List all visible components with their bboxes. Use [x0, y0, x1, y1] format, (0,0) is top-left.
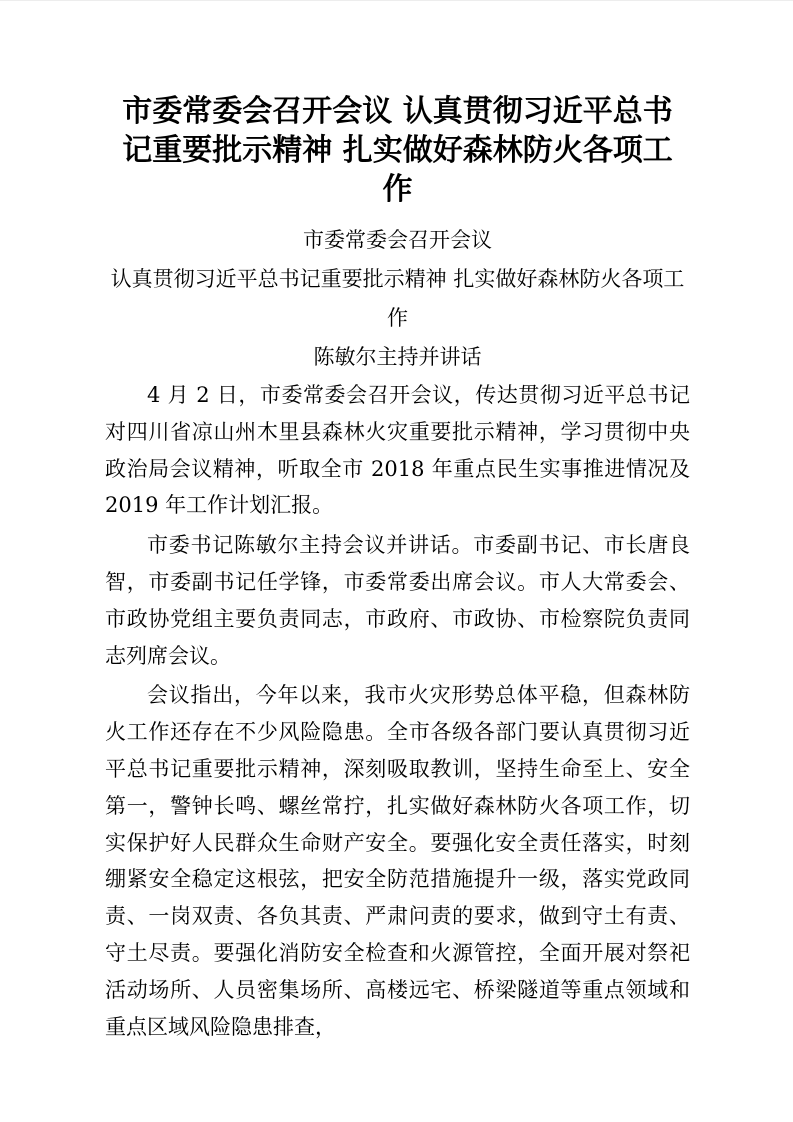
document-body [105, 377, 690, 1045]
body-paragraph-2: 市委书记陈敏尔主持会议并讲话。市委副书记、市长唐良智，市委副书记任学锋，市委常委出席会议。市人大常委会、市政协党组主要负责同志，市政府、市政协、市检察院负责同志列席会议。 [105, 533, 690, 668]
subtitle-line-1: 市委常委会召开会议 [303, 228, 492, 252]
document-title: 市委常委会召开会议 认真贯彻习近平总书记重要批示精神 扎实做好森林防火各项工作 [122, 94, 673, 207]
byline: 陈敏尔主持并讲话 [313, 345, 482, 369]
body-paragraph-1: 4 月 2 日，市委常委会召开会议，传达贯彻习近平总书记对四川省凉山州木里县森林火灾重要批示精神，学习贯彻中央政治局会议精神，听取全市 2018 年重点民生实事推进情况及 2019 年工作计划汇报。 [105, 383, 690, 518]
document-content [0, 1, 793, 1045]
body-paragraph-3: 会议指出，今年以来，我市火灾形势总体平稳，但森林防火工作还存在不少风险隐患。全市各级各部门要认真贯彻习近平总书记重要批示精神，深刻吸取教训，坚持生命至上、安全第一，警钟长鸣、螺丝常拧，扎实做好森林防火各项工作，切实保护好人民群众生命财产安全。要强化安全责任落实，时刻绷紧安全稳定这根弦，把安全防范措施提升一级，落实党政同责、一岗双责、各负其责、严肃问责的要求，做到守土有责、守土尽责。要强化消防安全检查和火源管控，全面开展对祭祀活动场所、人员密集场所、高楼远宅、桥梁隧道等重点领域和重点区域风险隐患排查， [105, 683, 690, 1039]
subtitle-line-2: 认真贯彻习近平总书记重要批示精神 扎实做好森林防火各项工作 [110, 267, 685, 330]
